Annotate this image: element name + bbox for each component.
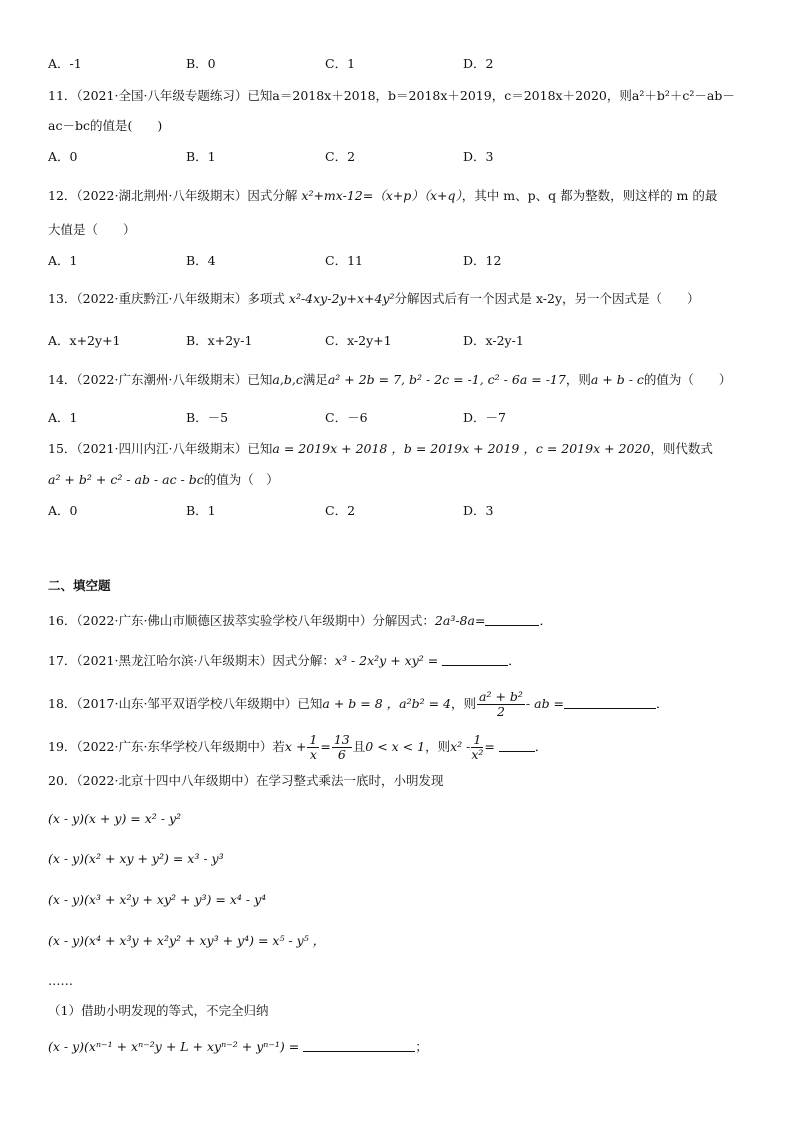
q18-text-c: ．: [656, 696, 669, 711]
q18-fraction-numerator: a² + b²: [479, 689, 523, 704]
q19-text-d: ．: [534, 739, 548, 754]
q13-expression: x²-4xy-2y+x+4y²: [288, 291, 395, 306]
q19-fraction-3-denominator: x²: [471, 747, 484, 762]
q16-text-a: 16．（2022·广东·佛山市顺德区拔萃实验学校八年级期中）分解因式：: [48, 613, 435, 628]
top-options: [48, 55, 608, 73]
option-c: C．x-2y+1: [325, 333, 392, 348]
section-heading: 二、填空题: [48, 578, 111, 593]
option-a: A．1: [48, 410, 78, 425]
q20-equation-4: (x - y)(x⁴ + x³y + x²y² + xy³ + y⁴) = x⁵ - y⁵ ，: [48, 933, 326, 948]
option-c: C．11: [325, 253, 363, 268]
q14-text-c: ，则: [565, 372, 591, 387]
option-a: A．x+2y+1: [48, 333, 121, 348]
option-b: B．1: [186, 149, 216, 164]
q19-math-3: 0 < x < 1: [365, 739, 426, 754]
q18-fraction-denominator: 2: [496, 704, 505, 719]
q16-answer-blank[interactable]: [485, 613, 539, 626]
q12-line1: [48, 187, 717, 205]
q19-fraction-3-numerator: 1: [471, 733, 483, 748]
q19-math-4: x² -: [450, 739, 471, 754]
q19-fraction-2-denominator: 6: [337, 747, 346, 762]
q19-text-b: 且: [352, 739, 366, 754]
option-b: B．x+2y-1: [186, 333, 253, 348]
q14-line1: [48, 371, 731, 389]
q16-line: [48, 612, 552, 630]
option-b: B．1: [186, 503, 216, 518]
q14-text-b: 满足: [302, 372, 328, 387]
q14-conditions: a² + 2b = 7, b² - 2c = -1, c² - 6a = -17: [327, 372, 566, 387]
q19-answer-blank[interactable]: [499, 739, 535, 752]
q17-text-b: ．: [508, 653, 521, 668]
q17-text-a: 17．（2021·黑龙江哈尔滨·八年级期末）因式分解：: [48, 653, 335, 668]
q11-options: [48, 148, 608, 166]
q20-equation-5: [48, 1038, 428, 1056]
q15-line1: [48, 440, 713, 458]
q15-options: [48, 502, 608, 520]
q16-text-b: ．: [539, 613, 552, 628]
option-b: B．0: [186, 56, 216, 71]
q15-expression: a² + b² + c² - ab - ac - bc: [48, 472, 204, 487]
q19-math-1: x +: [284, 739, 307, 754]
q18-condition: a + b = 8 ，a²b² = 4: [322, 696, 451, 711]
q18-fraction: [477, 690, 525, 719]
q18-answer-blank[interactable]: [564, 696, 656, 709]
q18-text-b: ，则: [451, 696, 477, 711]
option-c: C．－6: [325, 410, 368, 425]
q20-equation-5-end: ；: [415, 1039, 428, 1054]
option-d: D．－7: [463, 410, 506, 425]
q20-equation-2: (x - y)(x² + xy + y²) = x³ - y³: [48, 851, 224, 866]
q12-expression: x²+mx-12=（x+p）（x+q）: [301, 188, 462, 203]
q19-math-5: =: [484, 739, 495, 754]
q12-text-b: ，其中 m、p、q 都为整数，则这样的 m 的最: [461, 188, 718, 203]
q14-text-a: 14．（2022·广东潮州·八年级期末）已知: [48, 372, 273, 387]
q18-line: [48, 689, 669, 719]
option-c: C．2: [325, 149, 356, 164]
q13-line1: [48, 290, 700, 308]
q12-options: [48, 252, 608, 270]
q11-line1: 11．（2021·全国·八年级专题练习）已知a＝2018x＋2018，b＝2018x＋2019，c＝2018x＋2020，则a²＋b²＋c²－ab－: [48, 88, 735, 103]
q14-text-d: 的值为（ ）: [643, 372, 732, 387]
q19-fraction-2: [332, 733, 352, 762]
q13-text-b: 分解因式后有一个因式是 x-2y，另一个因式是（ ）: [394, 291, 700, 306]
q20-equation-1: (x - y)(x + y) = x² - y²: [48, 811, 182, 826]
option-a: A．0: [48, 149, 78, 164]
q15-text-a: 15．（2021·四川内江·八年级期末）已知: [48, 441, 273, 456]
option-b: B．4: [186, 253, 216, 268]
option-d: D．2: [463, 56, 494, 71]
q12-line2: 大值是（ ）: [48, 222, 136, 237]
q17-expression: x³ - 2x²y + xy² =: [334, 653, 439, 668]
q11-line2: ac－bc的值是( ): [48, 118, 163, 133]
option-c: C．2: [325, 503, 356, 518]
q19-math-2: =: [320, 739, 331, 754]
option-a: A．0: [48, 503, 78, 518]
q14-variables: a,b,c: [272, 372, 303, 387]
q16-expression: 2a³-8a=: [434, 613, 486, 628]
q19-text-c: ，则: [425, 739, 451, 754]
q18-text-a: 18．（2017·山东·邹平双语学校八年级期中）已知: [48, 696, 323, 711]
q17-answer-blank[interactable]: [442, 653, 508, 666]
q20-equation-3: (x - y)(x³ + x²y + xy² + y³) = x⁴ - y⁴: [48, 892, 267, 907]
option-b: B．－5: [186, 410, 229, 425]
q14-options: [48, 409, 608, 427]
q19-text-a: 19．（2022·广东·东华学校八年级期中）若: [48, 739, 285, 754]
q19-line: [48, 732, 547, 762]
q20-equation-5-expression: (x - y)(xⁿ⁻¹ + xⁿ⁻²y + L + xyⁿ⁻² + yⁿ⁻¹) =: [48, 1039, 300, 1054]
option-d: D．x-2y-1: [463, 333, 524, 348]
q14-target-expression: a + b - c: [590, 372, 644, 387]
q20-answer-blank[interactable]: [303, 1039, 415, 1052]
q20-intro: 20．（2022·北京十四中八年级期中）在学习整式乘法一底时，小明发现: [48, 773, 444, 788]
option-d: D．12: [463, 253, 502, 268]
q13-text-a: 13．（2022·重庆黔江·八年级期末）多项式: [48, 291, 289, 306]
q15-definitions: a = 2019x + 2018 ，b = 2019x + 2019 ，c = 2019x + 2020: [272, 441, 651, 456]
q18-expression-tail: - ab =: [525, 696, 565, 711]
q19-fraction-3: [471, 733, 483, 762]
option-a: A．1: [48, 253, 78, 268]
q20-part-1: （1）借助小明发现的等式，不完全归纳: [48, 1003, 269, 1018]
q19-fraction-1-numerator: 1: [309, 732, 318, 747]
option-c: C．1: [325, 56, 356, 71]
q17-line: [48, 652, 521, 670]
q19-fraction-1-denominator: x: [309, 747, 317, 762]
option-d: D．3: [463, 149, 494, 164]
option-d: D．3: [463, 503, 494, 518]
q20-ellipsis: ……: [48, 973, 73, 988]
q12-text-a: 12．（2022·湖北荆州·八年级期末）因式分解: [48, 188, 302, 203]
q15-text-b: ，则代数式: [650, 441, 713, 456]
q15-text-c: 的值为（ ）: [203, 472, 279, 487]
q13-options: [48, 332, 608, 350]
q15-line2: [48, 471, 279, 489]
q19-fraction-2-numerator: 13: [333, 732, 350, 747]
option-a: A．-1: [48, 56, 82, 71]
q19-fraction-1: [307, 733, 319, 762]
